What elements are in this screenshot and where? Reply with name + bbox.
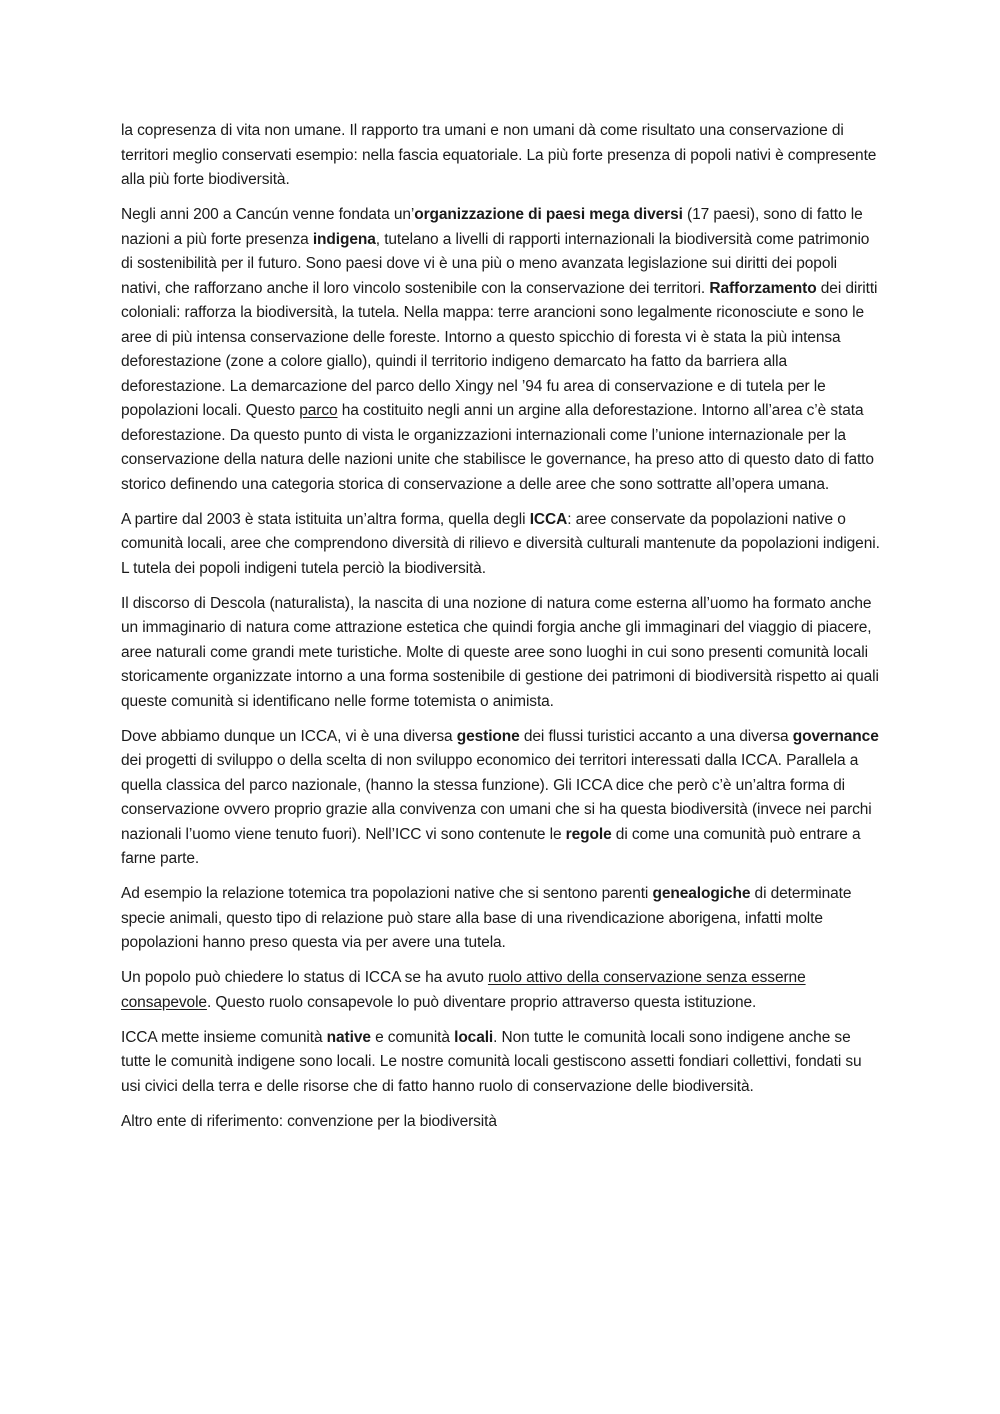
bold-term: genealogiche — [652, 885, 751, 902]
bold-term: organizzazione di paesi mega diversi — [414, 206, 683, 223]
bold-term: Rafforzamento — [709, 279, 817, 297]
text-segment: Negli anni 200 a Cancún venne fondata un’ — [121, 206, 415, 223]
bold-term: governance — [792, 727, 879, 745]
text-segment: Ad esempio la relazione totemica tra popolazioni native che si sentono parenti — [121, 885, 653, 902]
paragraph-gestione — [121, 725, 881, 872]
text-segment: Dove abbiamo dunque un ICCA, vi è una diversa — [121, 727, 457, 745]
text-segment: . Non tutte le comunità locali sono indigene anche se tutte le comunità indigene sono locali. Le nostre comunità locali gestiscono assetti fondiari collettivi, fondati su usi civici della terra e delle risorse che di fatto hanno ruolo di conservazione delle biodiversità. — [121, 1028, 862, 1095]
paragraph-status-icca — [121, 966, 881, 1015]
text-segment: . Questo ruolo consapevole lo può diventare proprio attraverso questa istituzione. — [206, 993, 757, 1011]
bold-term: ICCA — [529, 510, 568, 528]
text-segment: ICCA mette insieme comunità — [121, 1028, 327, 1046]
text-segment: e comunità — [370, 1028, 455, 1046]
text-segment: di come una comunità può entrare a farne parte. — [121, 825, 861, 867]
paragraph-native-locali — [121, 1026, 881, 1100]
text-segment: dei flussi turistici accanto a una diversa — [519, 727, 793, 745]
paragraph-copresenza — [121, 119, 881, 193]
text-segment: (17 paesi), sono di fatto le nazioni a più forte presenza — [121, 206, 863, 248]
text-segment: dei diritti coloniali: rafforza la biodiversità, la tutela. Nella mappa: terre arancioni sono legalmente riconosciute e sono le aree di più intensa conservazione delle foreste. Intorno a questo spicchio di foresta vi è stata la più intensa deforestazione (zone a colore giallo), quindi il territorio indigeno demarcato ha fatto da barriera alla deforestazione. La demarcazione del parco dello Xingy nel ’94 fu area di conservazione e di tutela per le popolazioni locali. Questo — [121, 279, 878, 419]
bold-term: regole — [565, 825, 612, 843]
text-segment: dei progetti di sviluppo o della scelta di non sviluppo economico dei territori interessati dalla ICCA. Parallela a quella classica del parco nazionale, (hanno la stessa funzione). Gli ICCA dice che però c’è un’altra forma di conservazione ovvero proprio grazie alla convivenza con umani che si ha questa biodiversità (invece nei parchi nazionali l’uomo viene tenuto fuori). Nell’ICC vi sono contenute le — [121, 752, 872, 843]
paragraph-totemica — [121, 882, 881, 956]
underlined-term: parco — [299, 402, 338, 419]
paragraph-icca-2003 — [121, 508, 881, 582]
paragraph-altro-ente — [121, 1110, 881, 1135]
text-segment: : aree conservate da popolazioni native o comunità locali, aree che comprendono diversità di rilievo e diversità culturali mantenute da popolazioni indigeni. L tutela dei popoli indigeni tutela perciò la biodiversità. — [121, 510, 880, 577]
underlined-term: ruolo attivo della conservazione senza esserne consapevole — [121, 969, 806, 1011]
text-segment: , tutelano a livelli di rapporti internazionali la biodiversità come patrimonio di sostenibilità per il futuro. Sono paesi dove vi è una più o meno avanzata legislazione sui diritti dei popoli nativi, che rafforzano anche il loro vincolo sostenibile con la conservazione dei territori. — [121, 230, 870, 297]
document-page — [121, 119, 881, 1145]
bold-term: native — [326, 1028, 371, 1046]
text-segment: la copresenza di vita non umane. Il rapporto tra umani e non umani dà come risultato una conservazione di territori meglio conservati esempio: nella fascia equatoriale. La più forte presenza di popoli nativi è compresente alla più forte biodiversità. — [121, 122, 877, 188]
paragraph-descola — [121, 592, 881, 715]
text-segment: Un popolo può chiedere lo status di ICCA se ha avuto — [121, 969, 488, 986]
text-segment: di determinate specie animali, questo tipo di relazione può stare alla base di una rivendicazione aborigena, infatti molte popolazioni hanno preso questa via per avere una tutela. — [121, 885, 852, 951]
text-segment: Altro ente di riferimento: convenzione per la biodiversità — [121, 1112, 497, 1130]
text-segment: A partire dal 2003 è stata istituita un’altra forma, quella degli — [121, 510, 530, 528]
text-segment: Il discorso di Descola (naturalista), la nascita di una nozione di natura come esterna all’uomo ha formato anche un immaginario di natura come attrazione estetica che quindi forgia anche gli immaginari del viaggio di piacere, aree naturali come grandi mete turistiche. Molte di queste aree sono luoghi in cui sono presenti comunità locali storicamente organizzate intorno a una forma sostenibile di gestione dei patrimoni di biodiversità rispetto ai quali queste comunità si identificano nelle forme totemista o animista. — [121, 594, 879, 710]
bold-term: indigena — [312, 230, 376, 248]
paragraph-mega-diversi — [121, 203, 881, 497]
text-segment: ha costituito negli anni un argine alla deforestazione. Intorno all’area c’è stata deforestazione. Da questo punto di vista le organizzazioni internazionali come l’unione internazionale per la conservazione della natura delle nazioni unite che stabilisce le governance, ha preso atto di questo dato di fatto storico definendo una categoria storica di conservazione a delle aree che sono sottratte all’opera umana. — [121, 402, 874, 493]
bold-term: gestione — [456, 727, 520, 745]
bold-term: locali — [454, 1028, 494, 1046]
